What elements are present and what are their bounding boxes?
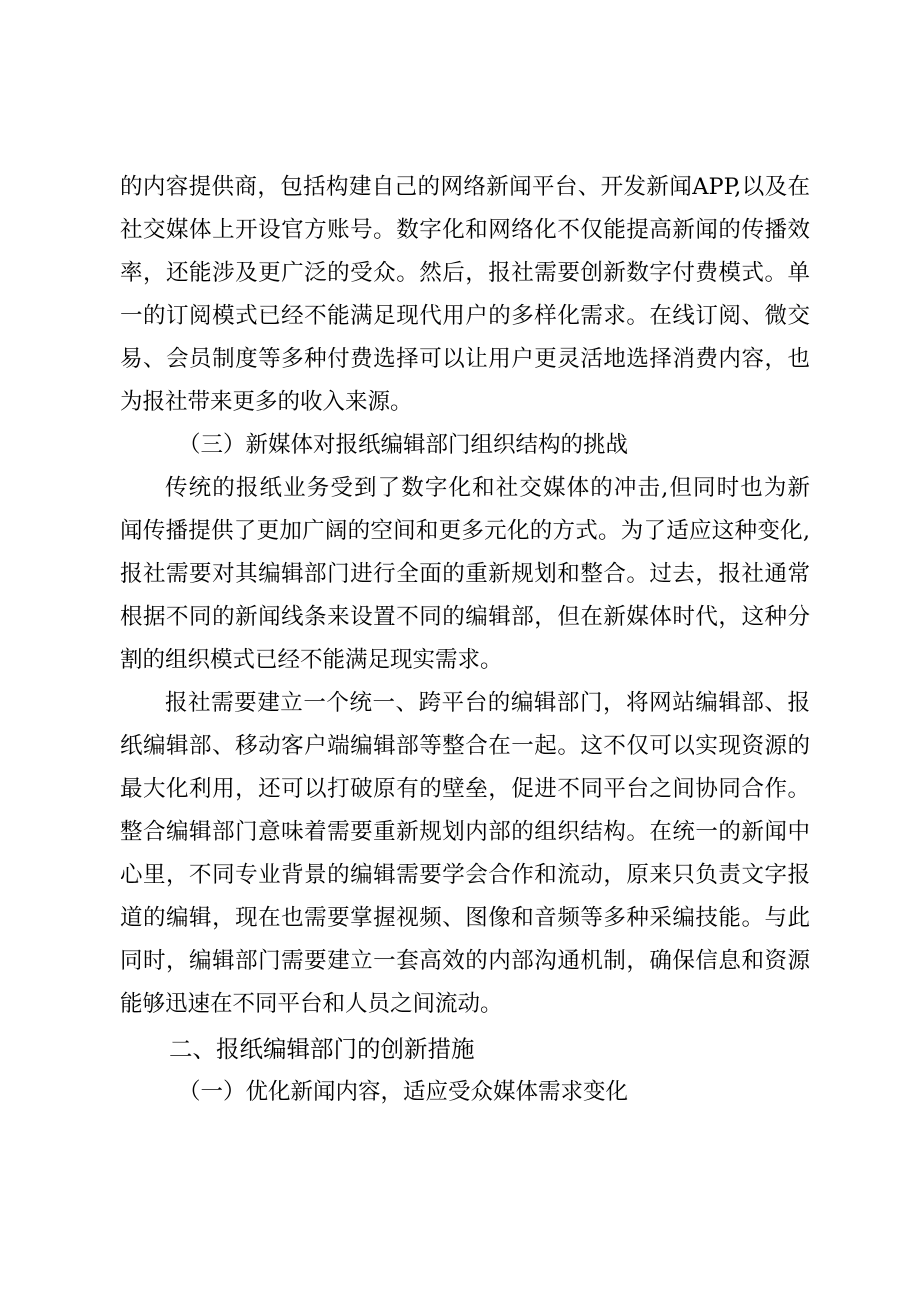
- paragraph-2-line-2: 闻传播提供了更加广阔的空间和更多元化的方式。为了适应这种变化,: [120, 518, 810, 544]
- paragraph-1-line-3: 率，还能涉及更广泛的受众。然后，报社需要创新数字付费模式。单: [120, 260, 810, 286]
- paragraph-3-line-8: 能够迅速在不同平台和人员之间流动。: [120, 991, 503, 1017]
- paragraph-3-line-4: 整合编辑部门意味着需要重新规划内部的组织结构。在统一的新闻中: [120, 819, 810, 845]
- paragraph-3-line-3: 最大化利用，还可以打破原有的壁垒，促进不同平台之间协同合作。: [120, 776, 810, 802]
- paragraph-1-line-6: 为报社带来更多的收入来源。: [120, 389, 413, 415]
- paragraph-3-line-1: 报社需要建立一个统一、跨平台的编辑部门，将网站编辑部、报: [165, 690, 810, 716]
- paragraph-2-line-5: 割的组织模式已经不能满足现实需求。: [120, 647, 503, 673]
- paragraph-1-line-4: 一的订阅模式已经不能满足现代用户的多样化需求。在线订阅、微交: [120, 303, 810, 329]
- paragraph-3-line-6: 道的编辑，现在也需要掌握视频、图像和音频等多种采编技能。与此: [120, 905, 810, 931]
- section-3-title: （三）新媒体对报纸编辑部门组织结构的挑战: [178, 432, 629, 458]
- paragraph-1-line-5: 易、会员制度等多种付费选择可以让用户更灵活地选择消费内容，也: [120, 346, 810, 372]
- paragraph-1-line-1: 的内容提供商，包括构建自己的网络新闻平台、开发新闻APP,以及在: [120, 174, 810, 200]
- paragraph-1-line-2: 社交媒体上开设官方账号。数字化和网络化不仅能提高新闻的传播效: [120, 217, 810, 243]
- paragraph-3-line-5: 心里，不同专业背景的编辑需要学会合作和流动，原来只负责文字报: [120, 862, 810, 888]
- paragraph-3-line-2: 纸编辑部、移动客户端编辑部等整合在一起。这不仅可以实现资源的: [120, 733, 810, 759]
- chapter-2-title: 二、报纸编辑部门的创新措施: [169, 1035, 475, 1063]
- paragraph-2-line-3: 报社需要对其编辑部门进行全面的重新规划和整合。过去，报社通常: [120, 561, 810, 587]
- section-1-title: （一）优化新闻内容，适应受众媒体需求变化: [178, 1079, 629, 1105]
- paragraph-2-line-1: 传统的报纸业务受到了数字化和社交媒体的冲击,但同时也为新: [165, 475, 810, 501]
- paragraph-3-line-7: 同时，编辑部门需要建立一套高效的内部沟通机制，确保信息和资源: [120, 948, 810, 974]
- paragraph-2-line-4: 根据不同的新闻线条来设置不同的编辑部，但在新媒体时代，这种分: [120, 604, 810, 630]
